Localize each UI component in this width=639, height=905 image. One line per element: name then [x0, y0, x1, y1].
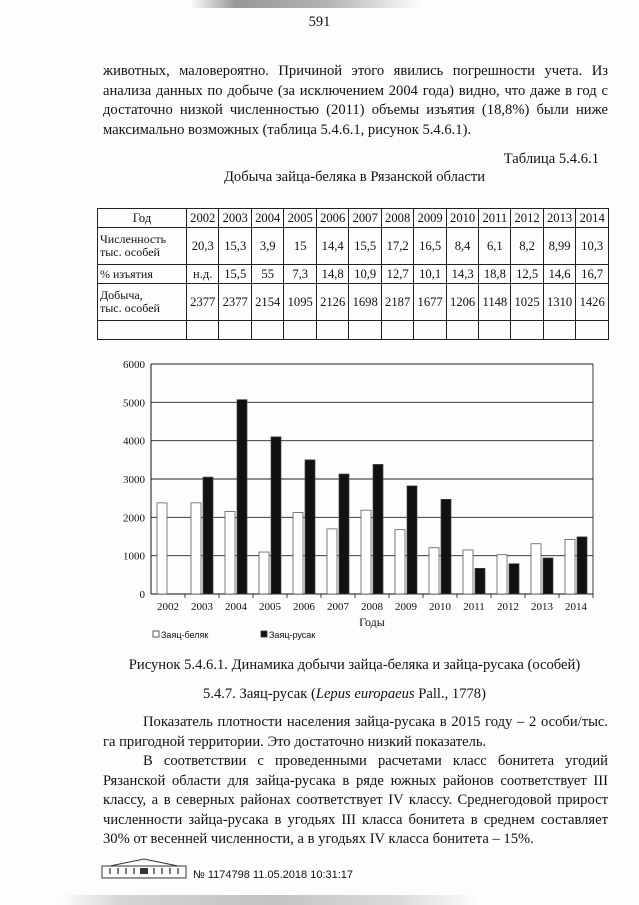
scan-artifact-bottom	[60, 895, 480, 905]
table-cell	[511, 321, 543, 340]
table-cell	[381, 321, 413, 340]
government-stamp-logo	[100, 858, 188, 880]
bar-zayats-rusak	[509, 564, 519, 594]
table-cell: 1426	[576, 284, 609, 321]
table-cell: 55	[251, 265, 283, 284]
bar-zayats-belyak	[157, 503, 167, 594]
table-cell: 15,5	[219, 265, 251, 284]
table-cell	[187, 321, 219, 340]
x-tick-label: 2009	[395, 601, 417, 613]
x-tick-label: 2012	[497, 601, 519, 613]
legend-swatch	[261, 631, 267, 637]
table-cell: 14,3	[446, 265, 478, 284]
legend-swatch	[153, 631, 159, 637]
x-tick-label: 2002	[157, 601, 179, 613]
x-tick-label: 2006	[293, 601, 315, 613]
table-header-year: 2003	[219, 209, 251, 228]
bar-zayats-belyak	[463, 550, 473, 594]
section-heading: 5.4.7. Заяц-русак (Lepus europaeus Pall., 1778)	[203, 686, 486, 702]
table-cell	[576, 321, 609, 340]
bar-zayats-belyak	[225, 511, 235, 594]
bar-zayats-belyak	[497, 555, 507, 594]
legend-entry: Заяц-русак	[269, 630, 316, 640]
x-tick-label: 2008	[361, 601, 383, 613]
bar-zayats-belyak	[361, 510, 371, 594]
bar-zayats-rusak	[543, 558, 553, 594]
page-number: 591	[308, 14, 331, 30]
bar-zayats-belyak	[531, 544, 541, 594]
table-header-year: 2007	[349, 209, 381, 228]
figure-caption: Рисунок 5.4.6.1. Динамика добычи зайца-беляка и зайца-русака (особей)	[128, 657, 581, 673]
table-cell: 10,1	[414, 265, 446, 284]
table-cell: н.д.	[187, 265, 219, 284]
table-cell	[219, 321, 251, 340]
bar-zayats-rusak	[237, 400, 247, 594]
table-cell: 10,3	[576, 228, 609, 265]
table-cell: 14,4	[316, 228, 348, 265]
y-tick-label: 4000	[123, 435, 145, 448]
table-cell: 7,3	[284, 265, 316, 284]
table-cell	[251, 321, 283, 340]
harvest-table	[97, 208, 609, 340]
table-cell	[284, 321, 316, 340]
table-row-population	[98, 228, 609, 265]
table-cell	[446, 321, 478, 340]
table-row-harvest-percent	[98, 265, 609, 284]
table-cell: 16,5	[414, 228, 446, 265]
table-cell: 15,3	[219, 228, 251, 265]
table-row-empty	[98, 321, 609, 340]
table-cell: 12,7	[381, 265, 413, 284]
x-tick-label: 2013	[531, 601, 553, 613]
paragraph-density: Показатель плотности населения зайца-русака в 2015 году – 2 особи/тыс. га пригодной территории. Это достаточно низкий показатель.	[103, 714, 608, 750]
table-cell: 1206	[446, 284, 478, 321]
table-header-year-label: Год	[98, 209, 187, 228]
table-cell: 3,9	[251, 228, 283, 265]
table-caption: Добыча зайца-беляка в Рязанской области	[223, 169, 486, 185]
latin-species-name: Lepus europaeus	[315, 686, 415, 702]
bar-zayats-rusak	[441, 499, 451, 594]
x-axis-label: Годы	[359, 615, 385, 629]
table-cell	[316, 321, 348, 340]
table-header-year: 2005	[284, 209, 316, 228]
table-cell: 2377	[219, 284, 251, 321]
bar-zayats-belyak	[191, 503, 201, 594]
paragraph-intro: животных, маловероятно. Причиной этого явились погрешности учета. Из анализа данных по добыче (за исключением 2004 года) видно, что даже в год с достаточно низкой численностью (2011) объемы изъятия (18,8%) были ниже максимально возможных (таблица 5.4.6.1, рисунок 5.4.6.1).	[103, 63, 608, 138]
table-cell: 8,99	[543, 228, 575, 265]
y-tick-label: 2000	[123, 512, 145, 525]
table-header-year: 2012	[511, 209, 543, 228]
table-cell: 2187	[381, 284, 413, 321]
table-row-harvest	[98, 284, 609, 321]
x-tick-label: 2011	[463, 601, 485, 613]
bar-zayats-rusak	[475, 568, 485, 594]
table-header-year: 2013	[543, 209, 575, 228]
table-cell: 15	[284, 228, 316, 265]
table-cell: 1698	[349, 284, 381, 321]
table-row-label: Добыча, тыс. особей	[98, 284, 187, 321]
x-tick-label: 2014	[565, 601, 587, 613]
table-cell: 1310	[543, 284, 575, 321]
harvest-bar-chart	[105, 352, 600, 648]
table-cell: 18,8	[479, 265, 511, 284]
table-header-year: 2014	[576, 209, 609, 228]
table-header-year: 2010	[446, 209, 478, 228]
y-tick-label: 3000	[123, 474, 145, 486]
bar-zayats-rusak	[407, 486, 417, 594]
y-tick-label: 6000	[123, 359, 145, 371]
x-tick-label: 2010	[429, 601, 451, 613]
table-number: Таблица 5.4.6.1	[503, 151, 599, 167]
table-cell: 2126	[316, 284, 348, 321]
bar-zayats-belyak	[327, 529, 337, 594]
table-header-row	[98, 209, 609, 228]
table-cell	[479, 321, 511, 340]
bar-zayats-rusak	[339, 474, 349, 594]
bar-zayats-belyak	[259, 552, 269, 594]
table-header-year: 2002	[187, 209, 219, 228]
document-registration-mark: № 1174798 11.05.2018 10:31:17	[193, 869, 354, 881]
bar-zayats-rusak	[203, 477, 213, 594]
bar-zayats-belyak	[429, 548, 439, 594]
table-cell: 1025	[511, 284, 543, 321]
table-cell: 20,3	[187, 228, 219, 265]
table-cell: 16,7	[576, 265, 609, 284]
table-cell: 6,1	[479, 228, 511, 265]
table-cell: 1095	[284, 284, 316, 321]
table-cell	[98, 321, 187, 340]
x-tick-label: 2007	[327, 601, 349, 613]
paragraph-bonitet: В соответствии с проведенными расчетами класс бонитета угодий Рязанской области для зайца-русака в ряде южных районов соответствует III классу, а в северных районах соответствует IV классу. Среднегодовой прирост численности зайца-русака в угодьях III класса бонитета в среднем составляет 30% от весенней численности, а в угодьях IV класса бонитета – 15%.	[103, 753, 608, 847]
x-tick-label: 2003	[191, 601, 213, 613]
table-cell: 14,8	[316, 265, 348, 284]
y-tick-label: 0	[139, 589, 145, 601]
bar-zayats-rusak	[271, 437, 281, 594]
table-cell: 14,6	[543, 265, 575, 284]
bar-zayats-belyak	[395, 530, 405, 594]
bar-zayats-rusak	[373, 464, 383, 594]
table-cell	[349, 321, 381, 340]
table-row-label: Численность тыс. особей	[98, 228, 187, 265]
scan-artifact-top	[190, 0, 420, 8]
bar-zayats-rusak	[577, 537, 587, 594]
table-header-year: 2004	[251, 209, 283, 228]
table-cell	[543, 321, 575, 340]
table-header-year: 2009	[414, 209, 446, 228]
table-header-year: 2006	[316, 209, 348, 228]
bar-zayats-rusak	[305, 460, 315, 594]
y-tick-label: 1000	[123, 550, 145, 563]
table-cell: 2154	[251, 284, 283, 321]
x-tick-label: 2004	[225, 601, 247, 613]
table-cell: 1677	[414, 284, 446, 321]
y-tick-label: 5000	[123, 397, 145, 410]
table-cell: 2377	[187, 284, 219, 321]
table-cell: 17,2	[381, 228, 413, 265]
table-cell: 12,5	[511, 265, 543, 284]
table-row-label: % изъятия	[98, 265, 187, 284]
table-header-year: 2008	[381, 209, 413, 228]
x-tick-label: 2005	[259, 601, 281, 613]
legend-entry: Заяц-беляк	[161, 630, 209, 640]
table-cell: 15,5	[349, 228, 381, 265]
bar-zayats-belyak	[565, 539, 575, 594]
table-cell	[414, 321, 446, 340]
table-cell: 10,9	[349, 265, 381, 284]
table-cell: 8,2	[511, 228, 543, 265]
table-cell: 1148	[479, 284, 511, 321]
bar-zayats-belyak	[293, 513, 303, 594]
table-cell: 8,4	[446, 228, 478, 265]
table-header-year: 2011	[479, 209, 511, 228]
